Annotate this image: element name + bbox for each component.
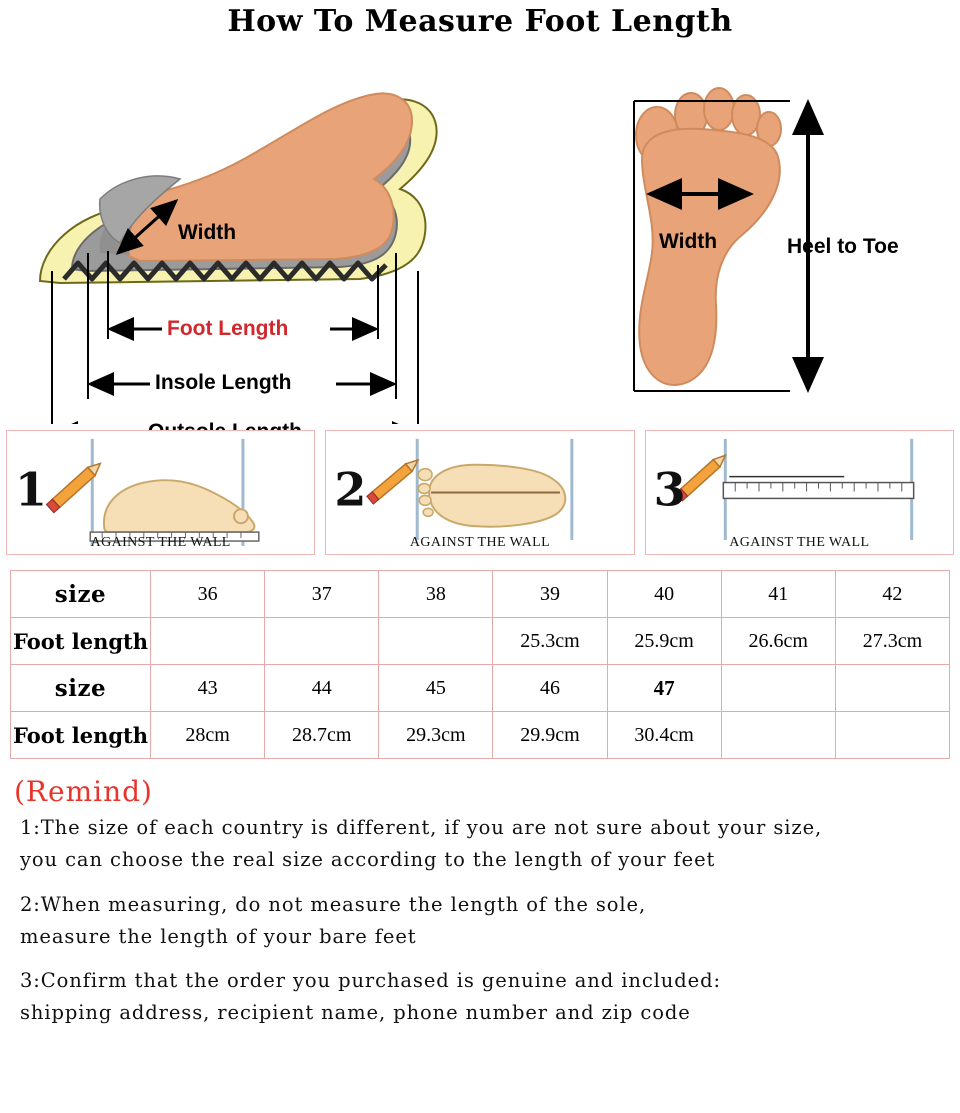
size-cell: 44 [265,665,379,712]
length-cell [835,712,949,759]
length-cell [379,618,493,665]
length-cell [265,618,379,665]
step-1-caption: AGAINST THE WALL [90,535,231,550]
step-3-number: 3 [653,461,686,516]
row-header-foot-length-2: Foot length [11,712,151,759]
label-width-side: Width [178,221,237,244]
step-2 [325,430,634,555]
size-cell: 37 [265,571,379,618]
label-insole-length: Insole Length [155,371,292,394]
label-width-sole: Width [659,230,718,253]
label-foot-length: Foot Length [167,317,289,340]
size-cell: 46 [493,665,607,712]
step-2-number: 2 [334,461,367,516]
size-cell: 47 [607,665,721,712]
diagram-svg [0,39,960,424]
table-row [11,665,950,712]
remind-line: 3:Confirm that the order you purchased is genuine and included: [20,969,721,993]
size-cell [835,665,949,712]
remind-line: shipping address, recipient name, phone number and zip code [20,1001,691,1025]
label-heel-to-toe: Heel to Toe [787,235,899,258]
size-table [10,570,950,759]
remind-section [14,775,954,1032]
remind-line: you can choose the real size according to the length of your feet [20,848,716,872]
row-header-foot-length-1: Foot length [11,618,151,665]
step-1 [6,430,315,555]
length-cell: 28cm [151,712,265,759]
table-row [11,618,950,665]
size-cell: 42 [835,571,949,618]
length-cell [721,712,835,759]
table-row [11,571,950,618]
size-cell: 41 [721,571,835,618]
size-cell: 39 [493,571,607,618]
length-cell: 25.9cm [607,618,721,665]
size-cell: 38 [379,571,493,618]
length-cell: 27.3cm [835,618,949,665]
page-title: How To Measure Foot Length [227,4,733,39]
measurement-diagram [0,39,960,424]
length-cell: 29.9cm [493,712,607,759]
length-cell [151,618,265,665]
size-cell: 43 [151,665,265,712]
remind-line: 1:The size of each country is different, if you are not sure about your size, [20,816,823,839]
remind-line: 2:When measuring, do not measure the length of the sole, [20,892,647,916]
row-header-size-1: size [11,571,151,618]
size-cell: 45 [379,665,493,712]
step-1-number: 1 [15,461,48,516]
size-cell: 36 [151,571,265,618]
table-row [11,712,950,759]
remind-title: (Remind) [14,775,153,808]
step-3 [645,430,954,555]
length-cell: 28.7cm [265,712,379,759]
length-cell: 26.6cm [721,618,835,665]
size-table-wrap [10,570,950,759]
row-header-size-2: size [11,665,151,712]
measurement-steps [6,430,954,555]
length-cell: 25.3cm [493,618,607,665]
step-2-caption: AGAINST THE WALL [409,535,551,550]
remind-line: measure the length of your bare feet [20,924,417,948]
size-cell [721,665,835,712]
step-3-caption: AGAINST THE WALL [729,535,870,550]
size-cell: 40 [607,571,721,618]
length-cell: 30.4cm [607,712,721,759]
length-cell: 29.3cm [379,712,493,759]
